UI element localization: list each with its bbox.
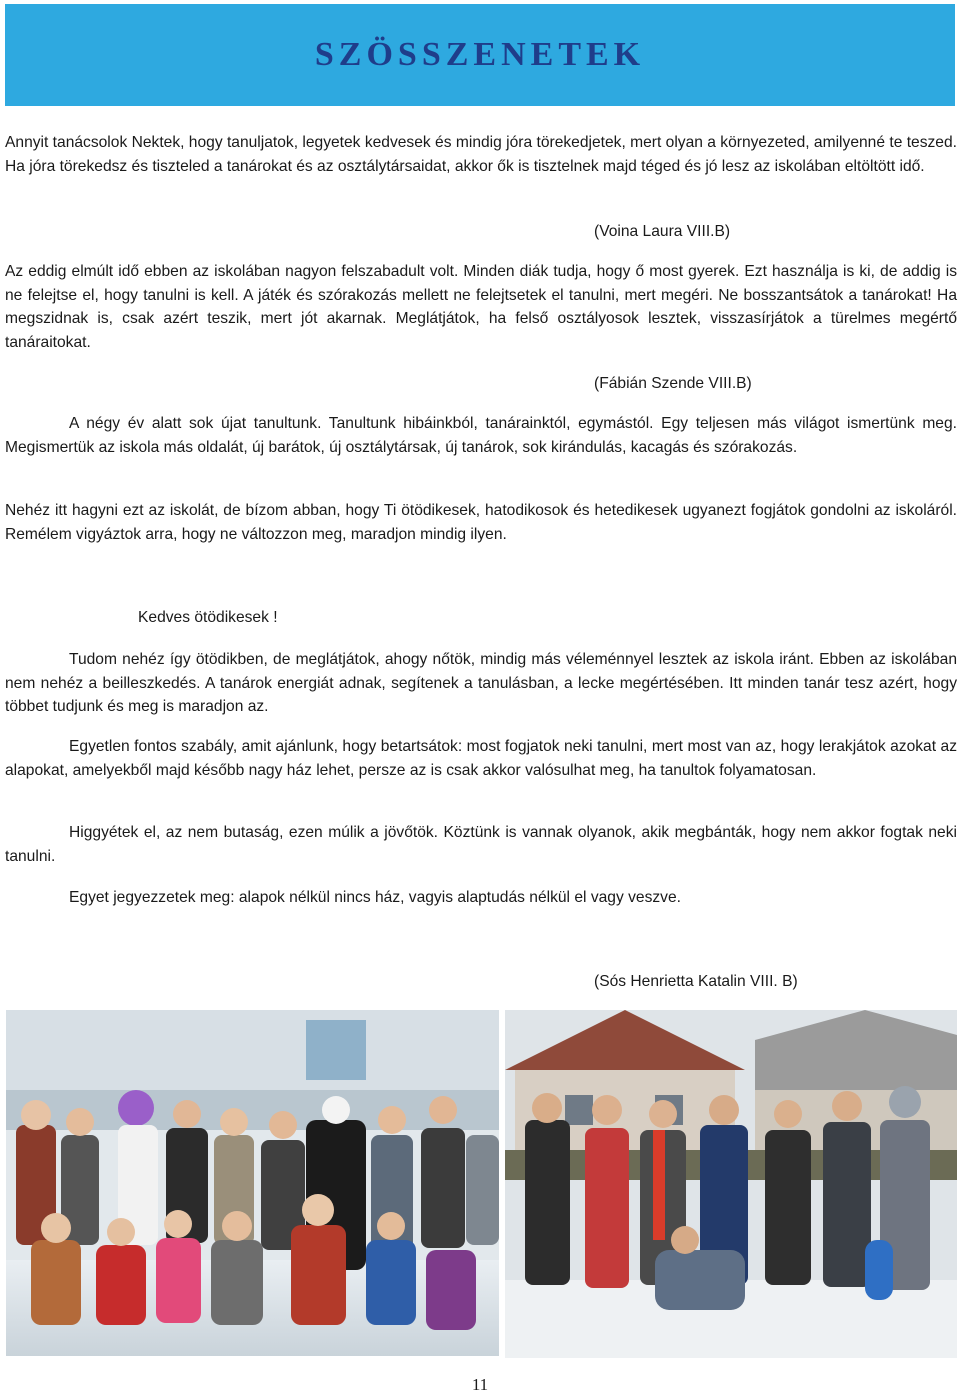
paragraph: Higgyétek el, az nem butaság, ezen múlik a jövőtök. Köztünk is vannak olyanok, akik megbánták, hogy nem akkor fogtak neki tanulni. [5,824,957,865]
page-number: 11 [471,1375,489,1394]
paragraph: Annyit tanácsolok Nektek, hogy tanuljatok, legyetek kedvesek és mindig jóra törekedjetek, mert olyan a környezeted, amilyenné te teszed. Ha jóra törekedsz és tiszteled a tanárokat és az osztálytársaidat, akkor ők is tisztelnek majd téged és jó lesz az iskolában eltöltött idő. [5,134,957,175]
paragraph: Nehéz itt hagyni ezt az iskolát, de bízom abban, hogy Ti ötödikesek, hatodikosok és hetedikesek ugyanezt fogjátok gondolni az iskoláról. Remélem vigyáztok arra, hogy ne változzon meg, maradjon mindig ilyen. [5,502,957,543]
signature: (Sós Henrietta Katalin VIII. B) [594,973,798,990]
greeting: Kedves ötödikesek ! [138,609,278,626]
title-banner [5,4,955,106]
group-photo-snowy-street [505,1010,957,1358]
signature: (Voina Laura VIII.B) [594,223,731,240]
paragraph: A négy év alatt sok újat tanultunk. Tanultunk hibáinkból, tanárainktól, egymástól. Egy teljesen más világot ismertünk meg. Megismertük az iskola más oldalát, új barátok, új osztálytársak, új tanárok, sok kirándulás, kacagás és szórakozás. [5,415,957,456]
paragraph: Az eddig elmúlt idő ebben az iskolában nagyon felszabadult volt. Minden diák tudja, hogy ő most gyerek. Ezt használja is ki, de addig is ne felejtse el, hogy tanulni is kell. A játék és szórakozás mellett ne felejtsetek el tanulni, mert megéri. Ne bosszantsátok a tanárokat! Ha megszidnak is, csak azért teszik, mert jót akarnak. Meglátjátok, ha felső osztályosok lesztek, visszasírjátok a türelmes megértő tanáraitokat. [5,263,957,351]
signature: (Fábián Szende VIII.B) [594,375,752,392]
paragraph: Egyet jegyezzetek meg: alapok nélkül nincs ház, vagyis alaptudás nélkül el vagy veszve. [69,889,681,906]
group-photo-ice-rink [6,1010,499,1356]
paragraph: Tudom nehéz így ötödikben, de meglátjátok, ahogy nőtök, mindig más véleménnyel lesztek az iskola iránt. Ebben az iskolában nem nehéz a beilleszkedés. A tanárok energiát adnak, segítenek a tanulásban, a lecke megértésében. Itt minden tanár tesz azért, hogy többet tudjunk és meg is maradjon az. [5,651,957,715]
page-title: SZÖSSZENETEK [314,36,646,73]
paragraph: Egyetlen fontos szabály, amit ajánlunk, hogy betartsátok: most fogjatok neki tanulni, mert most van az, hogy lerakjátok azokat az alapokat, amelyekből majd később nagy ház lehet, persze az is csak akkor valósulhat meg, ha tanultok folyamatosan. [5,738,957,779]
